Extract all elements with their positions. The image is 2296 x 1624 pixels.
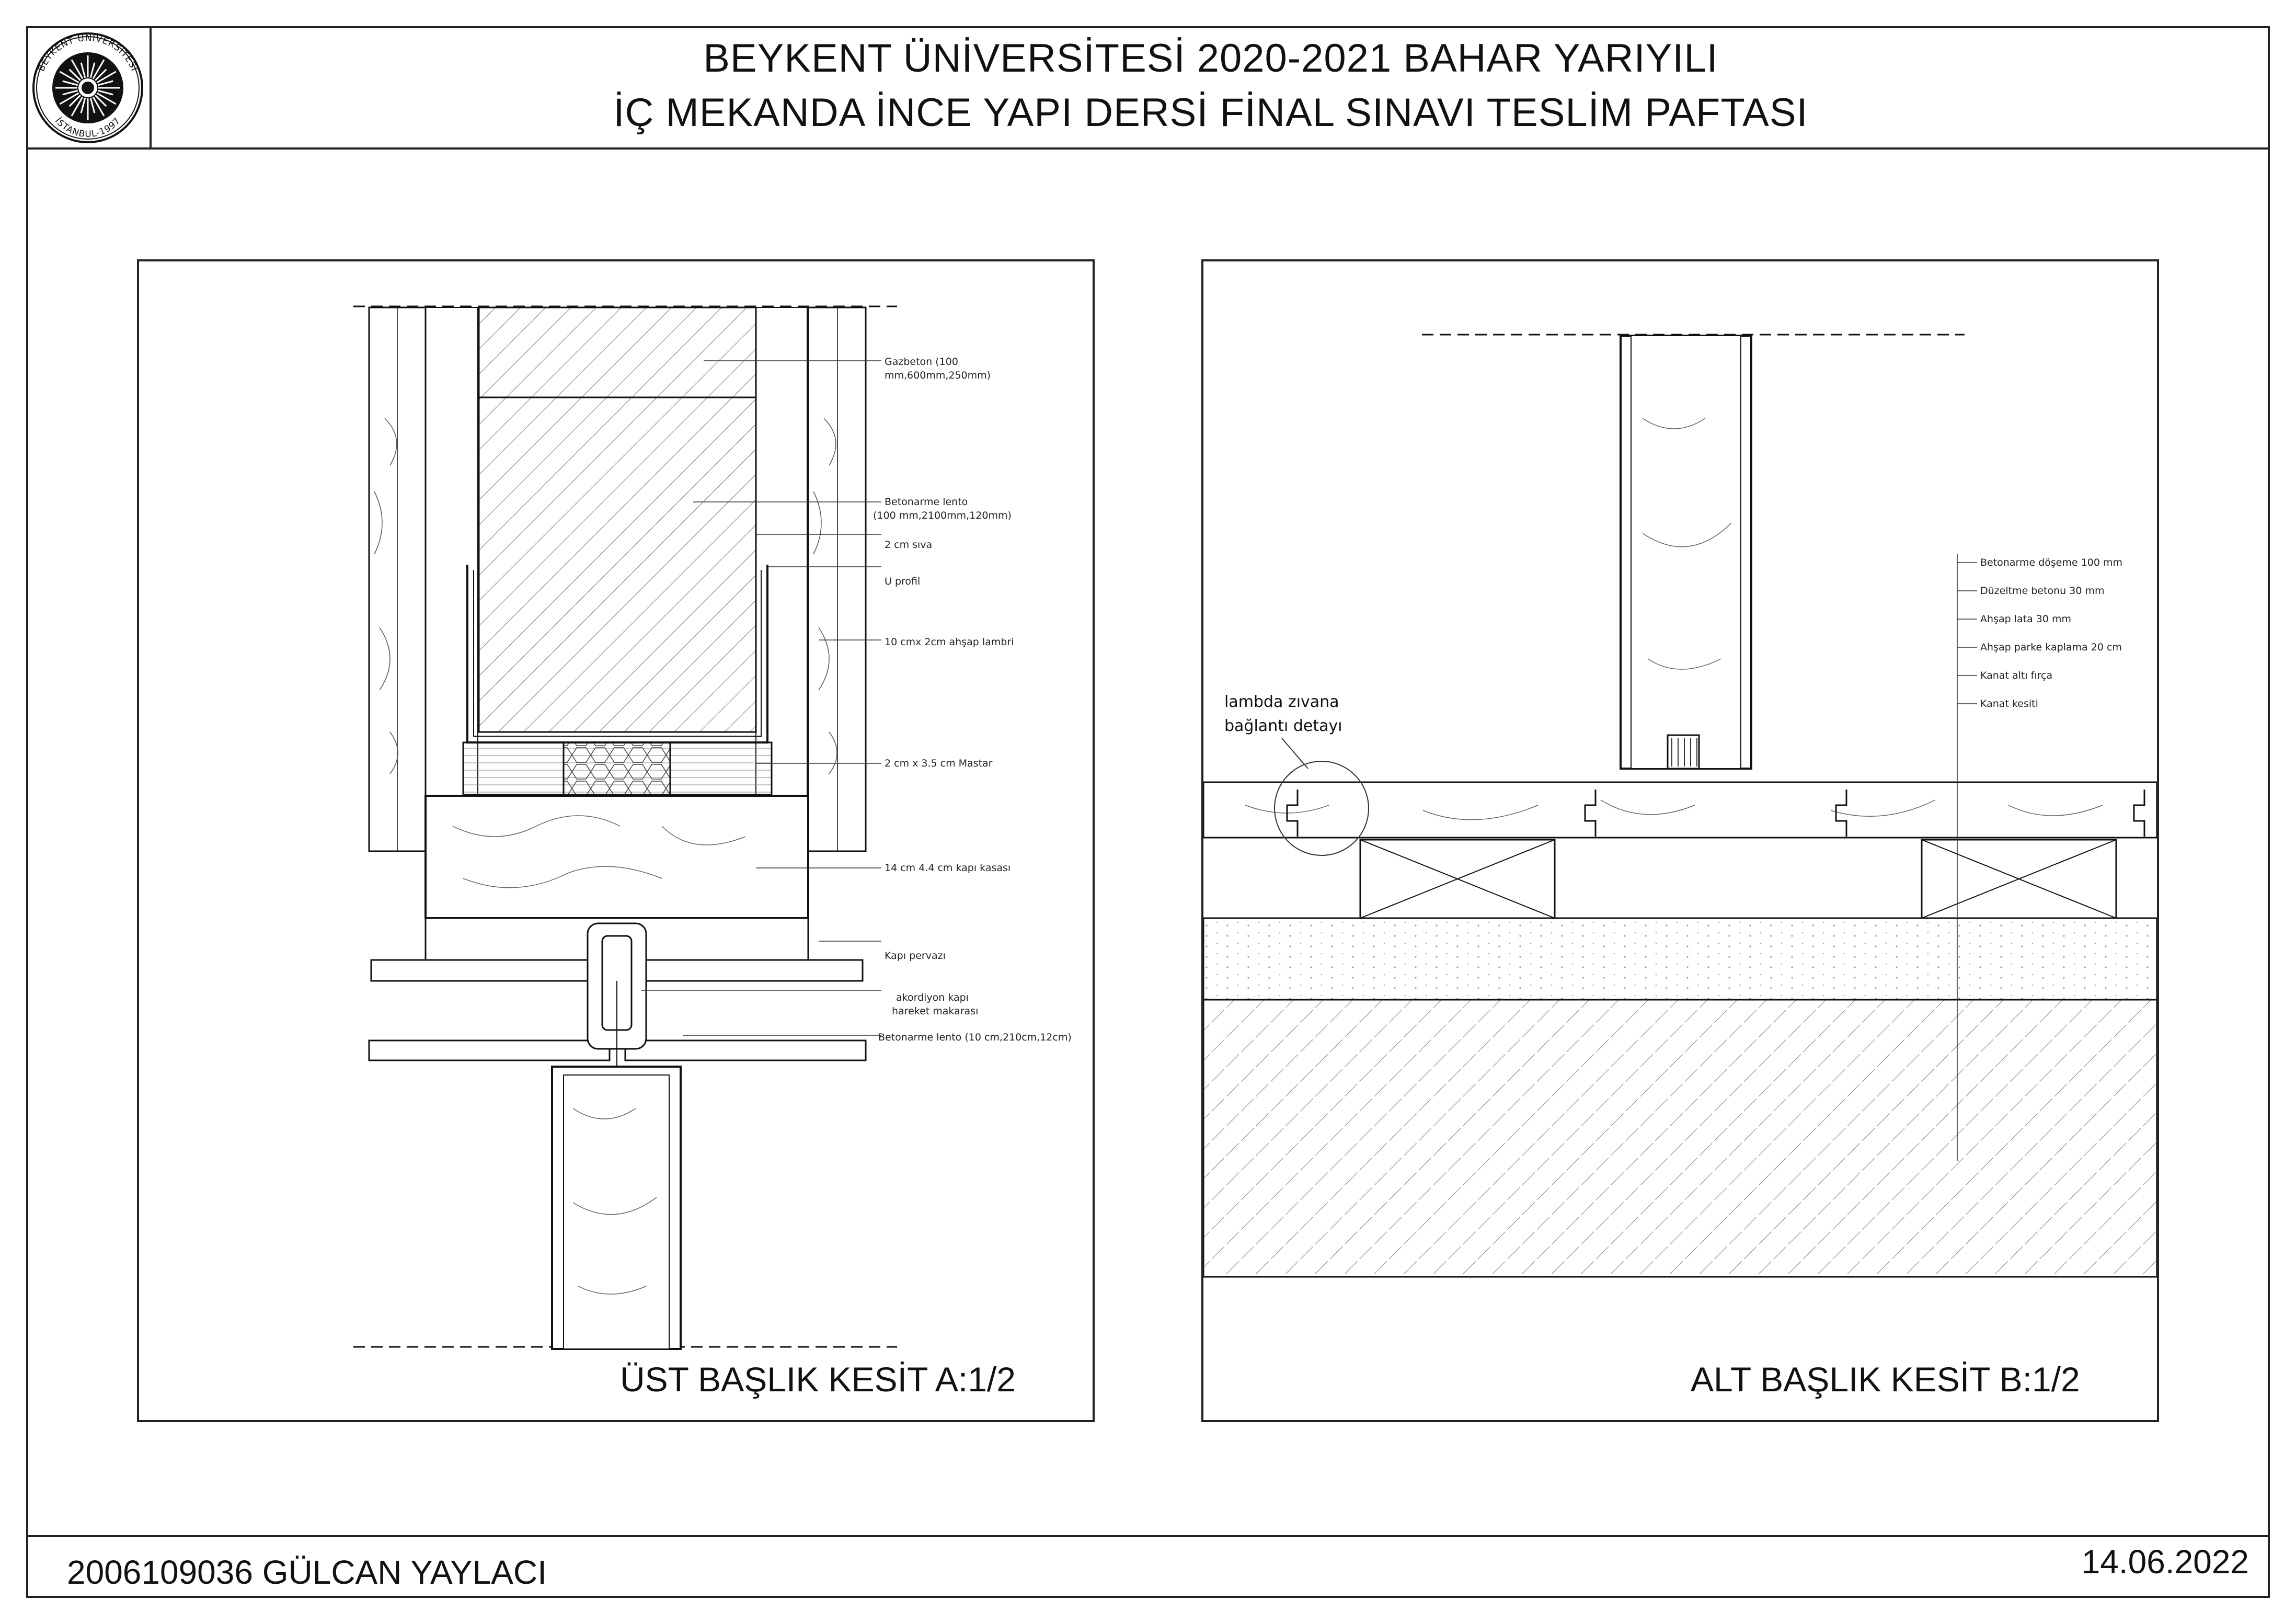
- wood-paneling-right: [808, 307, 866, 851]
- label-wood-paneling: 10 cmx 2cm ahşap lambri: [885, 636, 1014, 648]
- section-b-title: ALT BAŞLIK KESİT B:1/2: [1691, 1360, 2080, 1399]
- label-batten: 2 cm x 3.5 cm Mastar: [885, 758, 993, 769]
- label-roller: hareket makarası: [892, 1005, 979, 1017]
- reinforced-concrete-slab: [1203, 1000, 2157, 1277]
- aerated-concrete-block: [479, 307, 756, 397]
- door-leaf-section: [1621, 336, 1751, 769]
- wood-paneling-left: [369, 307, 426, 851]
- title-line-2: İÇ MEKANDA İNCE YAPI DERSİ FİNAL SINAVI TESLİM PAFTASI: [613, 90, 1808, 135]
- label-leveling-concrete: Düzeltme betonu 30 mm: [1980, 585, 2105, 597]
- label-wood-batten: Ahşap lata 30 mm: [1980, 613, 2071, 625]
- section-b-drawing: [1203, 261, 2157, 1420]
- label-plaster: 2 cm sıva: [885, 539, 933, 551]
- label-aerated-concrete: Gazbeton (100: [885, 356, 958, 368]
- logo-cell: [26, 26, 152, 150]
- label-door-leaf-section: Kanat kesiti: [1980, 698, 2038, 710]
- label-lintel-dims: (100 mm,2100mm,120mm): [873, 510, 1012, 521]
- label-u-profile: U profil: [885, 576, 921, 587]
- footer-divider: [26, 1535, 2270, 1537]
- door-frame: [426, 796, 808, 918]
- wood-battens: [1360, 840, 2116, 918]
- section-a-title: ÜST BAŞLIK KESİT A:1/2: [620, 1360, 1016, 1399]
- seal-ring-text-top: BEYKENT ÜNİVERSİTESİ: [36, 32, 140, 73]
- label-brush-seal: Kanat altı fırça: [1980, 670, 2053, 681]
- student-info: 2006109036 GÜLCAN YAYLACI: [67, 1553, 547, 1591]
- label-parquet: Ahşap parke kaplama 20 cm: [1980, 642, 2122, 653]
- title-line-1: BEYKENT ÜNİVERSİTESİ 2020-2021 BAHAR YARIYILI: [703, 36, 1718, 81]
- wood-parquet: [1203, 782, 2157, 838]
- submission-date: 14.06.2022: [2081, 1543, 2249, 1581]
- university-seal-icon: [26, 26, 150, 147]
- label-door-frame: 14 cm 4.4 cm kapı kasası: [885, 862, 1011, 874]
- callout-text-line-1: lambda zıvana: [1224, 693, 1339, 711]
- label-lintel: Betonarme lento: [885, 496, 968, 508]
- callout-leader: [1282, 738, 1308, 769]
- leveling-concrete: [1203, 918, 2157, 1000]
- seal-ring-text-bottom: İSTANBUL-1997: [53, 116, 123, 140]
- label-concrete-slab: Betonarme döşeme 100 mm: [1980, 557, 2123, 568]
- battens-strip: [463, 742, 772, 795]
- label-aerated-concrete-dims: mm,600mm,250mm): [885, 370, 991, 381]
- reinforced-concrete-lintel: [479, 397, 756, 732]
- section-a-drawing: [139, 261, 1093, 1420]
- brush-seal: [1668, 735, 1699, 769]
- door-leaf: [552, 1067, 681, 1349]
- section-a-panel: [137, 259, 1095, 1422]
- label-door-casing: Kapı pervazı: [885, 950, 946, 962]
- label-accordion-door: akordiyon kapı: [896, 992, 969, 1003]
- label-lower-lintel: Betonarme lento (10 cm,210cm,12cm): [878, 1032, 1072, 1043]
- section-b-panel: [1201, 259, 2159, 1422]
- callout-text-line-2: bağlantı detayı: [1224, 717, 1342, 735]
